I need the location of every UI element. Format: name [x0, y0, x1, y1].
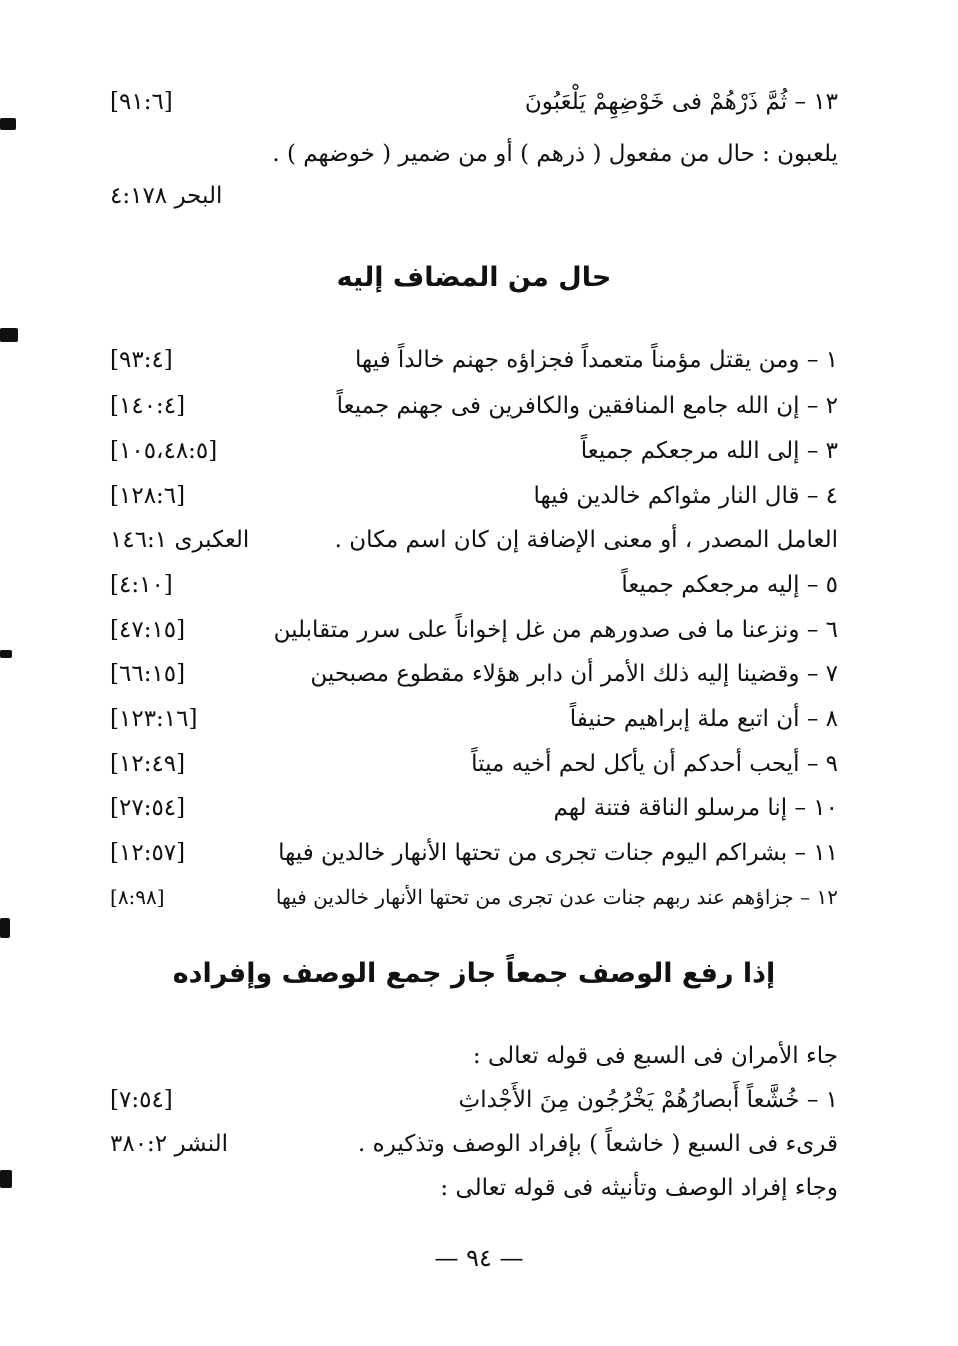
- source-line: [110, 176, 838, 216]
- commentary-text: قرىء فى السبع ( خاشعاً ) بإفراد الوصف وتذكيره .: [358, 1131, 838, 1157]
- verse-line: [110, 340, 838, 380]
- verse-line: [110, 699, 838, 739]
- verse-text: ٢ – إن الله جامع المنافقين والكافرين فى جهنم جميعاً: [336, 393, 838, 419]
- verse-reference: [٩٣:٤]: [110, 347, 173, 373]
- verse-line: [110, 565, 838, 605]
- verse-text: ١ – ومن يقتل مؤمناً متعمداً فجزاؤه جهنم خالداً فيها: [355, 347, 838, 373]
- verse-text: ٥ – إليه مرجعكم جميعاً: [621, 572, 838, 598]
- verse-text: ٨ – أن اتبع ملة إبراهيم حنيفاً: [569, 706, 838, 732]
- verse-reference: [١٢٣:١٦]: [110, 706, 198, 732]
- verse-reference: [٤:١٠]: [110, 572, 173, 598]
- verse-text: ٦ – ونزعنا ما فى صدورهم من غل إخواناً على سرر متقابلين: [273, 617, 838, 643]
- verse-line: [110, 476, 838, 516]
- verse-text: ١٠ – إنا مرسلو الناقة فتنة لهم: [553, 795, 838, 821]
- verse-text: ٤ – قال النار مثواكم خالدين فيها: [533, 483, 838, 509]
- verse-line: [110, 431, 838, 471]
- verse-line: [110, 82, 838, 122]
- commentary-line: [110, 1036, 838, 1076]
- commentary-line: [110, 1168, 838, 1208]
- commentary-line: [110, 1124, 838, 1164]
- scan-mark: [0, 918, 10, 938]
- verse-line: [110, 877, 838, 917]
- verse-line: [110, 654, 838, 694]
- commentary-text: جاء الأمران فى السبع فى قوله تعالى :: [472, 1043, 838, 1069]
- verse-text: ٩ – أيحب أحدكم أن يأكل لحم أخيه ميتاً: [471, 751, 838, 777]
- verse-line: [110, 386, 838, 426]
- source-citation: البحر ٤:١٧٨: [110, 183, 223, 209]
- verse-line: [110, 744, 838, 784]
- verse-reference: [٧:٥٤]: [110, 1087, 173, 1113]
- source-citation: العكبرى ١٤٦:١: [110, 527, 250, 553]
- section-heading: حال من المضاف إليه: [336, 262, 612, 293]
- verse-reference: [٨:٩٨]: [110, 885, 165, 909]
- scan-mark: [0, 328, 18, 342]
- verse-text: ١ – خُشَّعاً أَبصارُهُمْ يَخْرُجُون مِنَ الأَجْداثِ: [458, 1087, 838, 1113]
- verse-line: [110, 610, 838, 650]
- scan-mark: [0, 1170, 12, 1188]
- commentary-line: [110, 520, 838, 560]
- scan-mark: [0, 118, 16, 130]
- verse-reference: [١٢:٤٩]: [110, 751, 186, 777]
- commentary-text: العامل المصدر ، أو معنى الإضافة إن كان اسم مكان .: [334, 527, 838, 553]
- commentary-text: يلعبون : حال من مفعول ( ذرهم ) أو من ضمير ( خوضهم ) .: [272, 141, 838, 167]
- verse-reference: [١٠٥،٤٨:٥]: [110, 438, 218, 464]
- verse-reference: [٢٧:٥٤]: [110, 795, 186, 821]
- source-citation: النشر ٣٨٠:٢: [110, 1131, 229, 1157]
- verse-reference: [١٤٠:٤]: [110, 393, 186, 419]
- verse-reference: [١٢:٥٧]: [110, 840, 186, 866]
- verse-line: [110, 833, 838, 873]
- section-heading: إذا رفع الوصف جمعاً جاز جمع الوصف وإفراده: [172, 958, 776, 989]
- verse-text: ٣ – إلى الله مرجعكم جميعاً: [580, 438, 838, 464]
- verse-text: ١٢ – جزاؤهم عند ربهم جنات عدن تجرى من تحتها الأنهار خالدين فيها: [275, 885, 838, 909]
- verse-text: ٧ – وقضينا إليه ذلك الأمر أن دابر هؤلاء مقطوع مصبحين: [310, 661, 838, 687]
- verse-text: ١٣ – ثُمَّ ذَرْهُمْ فى خَوْضِهِمْ يَلْعَبُونَ: [524, 89, 838, 115]
- commentary-line: [110, 134, 838, 174]
- verse-text: ١١ – بشراكم اليوم جنات تجرى من تحتها الأنهار خالدين فيها: [278, 840, 838, 866]
- verse-reference: [٦٦:١٥]: [110, 661, 186, 687]
- verse-reference: [٩١:٦]: [110, 89, 173, 115]
- verse-line: [110, 1080, 838, 1120]
- commentary-text: وجاء إفراد الوصف وتأنيثه فى قوله تعالى :: [440, 1175, 838, 1201]
- page-number: — ٩٤ —: [434, 1244, 524, 1272]
- verse-reference: [١٢٨:٦]: [110, 483, 186, 509]
- scan-mark: [0, 650, 12, 658]
- verse-reference: [٤٧:١٥]: [110, 617, 186, 643]
- verse-line: [110, 788, 838, 828]
